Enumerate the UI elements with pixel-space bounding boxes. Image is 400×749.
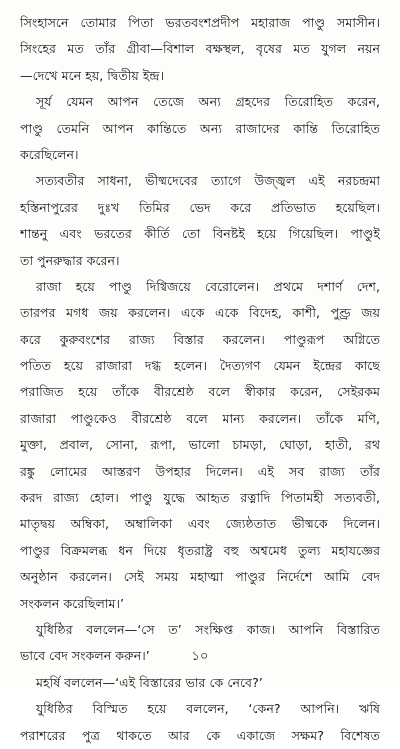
text-line: পাণ্ডু তেমনি আপন কান্তিতে অন্য রাজাদের কান্তি তিরোহিত <box>20 120 380 136</box>
text-line: রঙ্কু লোমের আস্তরণ উপহার দিলেন। এই সব রাজ্য তাঁর <box>20 463 380 479</box>
text-line: —দেখে মনে হয়, দ্বিতীয় ইন্দ্র। <box>20 67 165 83</box>
text-line: করদ রাজ্য হোল। পাণ্ডু যুদ্ধে আহৃত রত্নাদি পিতামহী সত্যবতী, <box>20 490 380 506</box>
text-line: তারপর মগধ জয় করলেন। একে একে বিদেহ, কাশী, পুণ্ড্র জয় <box>20 305 380 321</box>
text-line: শান্তনু এবং ভরতের কীর্তি তো বিনষ্টই হয়ে গিয়েছিল। পাণ্ডুই <box>20 226 380 242</box>
text-line: করেছিলেন। <box>20 146 79 162</box>
text-line: সূর্য যেমন আপন তেজে অন্য গ্রহদের তিরোহিত করেন, <box>36 94 380 110</box>
text-line: সংকলন করেছিলাম।’ <box>20 595 125 611</box>
text-line: যুধিষ্ঠির বিস্মিত হয়ে বললেন, ‘কেন? আপনি। ঋষি <box>36 701 380 717</box>
text-line: সিংহাসনে তোমার পিতা ভরতবংশপ্রদীপ মহারাজ পাণ্ডু সমাসীন। <box>20 15 380 30</box>
text-line: তা পুনরুদ্ধার করেন। <box>20 252 120 268</box>
text-line: পরাশরের পুত্র থাকতে আর কে একাজে সক্ষম? বিশেষত <box>20 727 380 743</box>
text-line: পতিত হয়ে রাজারা দগ্ধ হলেন। দৈত্যগণ যেমন ইন্দ্রের কাছে <box>20 358 380 374</box>
text-line: অনুষ্ঠান করলেন। সেই সময় মহাত্মা পাণ্ডুর নির্দেশে আমি বেদ <box>20 569 380 585</box>
text-line: মহর্ষি বললেন—‘এই বিস্তারের ভার কে নেবে?’ <box>36 674 263 690</box>
text-line: মুক্তা, প্রবাল, সোনা, রূপা, ভালো চামড়া, ঘোড়া, হাতী, রথ <box>20 437 380 453</box>
text-line: রাজা হয়ে পাণ্ডু দিগ্বিজয়ে বেরোলেন। প্রথমে দশার্ণ দেশ, <box>36 278 380 294</box>
body-text <box>20 10 380 749</box>
page-number: ১০ <box>191 649 209 664</box>
text-line: মাতৃদ্বয় অম্বিকা, অম্বালিকা এবং জ্যেষ্ঠতাত ভীষ্মকে দিলেন। <box>20 516 380 532</box>
text-line: পাণ্ডুর বিক্রমলব্ধ ধন দিয়ে ধৃতরাষ্ট্র বহু অশ্বমেধ তুল্য মহাযজ্ঞের <box>20 542 380 558</box>
text-line: রাজারা পাণ্ডুকেও বীরশ্রেষ্ঠ বলে মান্য করলেন। তাঁকে মণি, <box>20 410 380 426</box>
text-line: হস্তিনাপুরের দুঃখ তিমির ভেদ করে প্রতিভাত হয়েছিল। <box>20 199 380 215</box>
text-line: করে কুরুবংশের রাজ্য বিস্তার করলেন। পাণ্ডুরূপ অগ্নিতে <box>20 331 380 347</box>
text-line: ভাবে বেদ সংকলন করুন।’ <box>20 648 150 664</box>
text-line: পরাজিত হয়ে তাঁকে বীরশ্রেষ্ঠ বলে স্বীকার করেন, সেইরকম <box>20 384 380 400</box>
text-line: যুধিষ্ঠির বললেন—‘সে ত’ সংক্ষিপ্ত কাজ। আপনি বিস্তারিত <box>36 621 380 637</box>
text-line: সিংহের মত তাঁর গ্রীবা—বিশাল বক্ষস্থল, বৃষের মত যুগল নয়ন <box>20 41 380 57</box>
text-line: সত্যবতীর সাধনা, ভীষ্মদেবের ত্যাগে উজ্জ্বল এই নরচন্দ্রমা <box>36 173 380 189</box>
